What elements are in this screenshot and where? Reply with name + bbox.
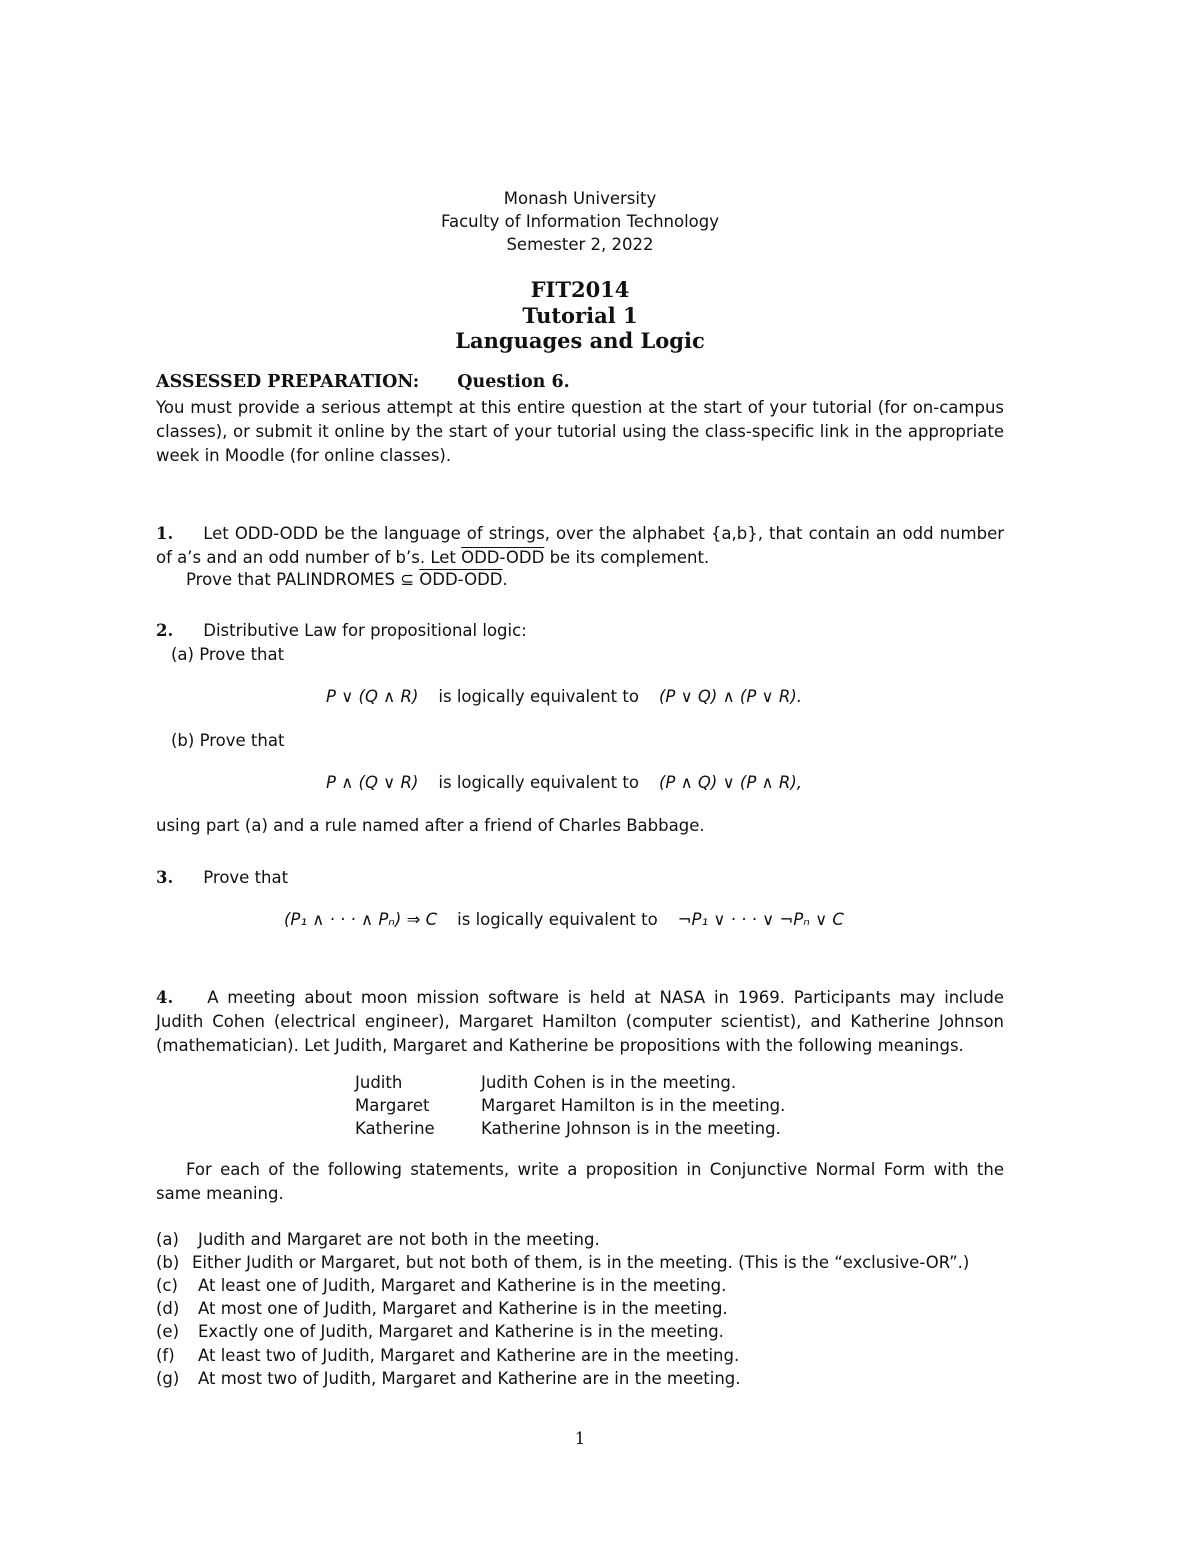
prep-label: ASSESSED PREPARATION: — [156, 372, 420, 392]
complement-odd-odd: ODD-ODD — [461, 548, 545, 567]
proposition-name: Katherine — [355, 1119, 435, 1138]
page-number: 1 — [574, 1429, 586, 1448]
question-1-number: 1. — [156, 524, 174, 543]
complement-odd-odd-prove: ODD-ODD — [419, 570, 503, 589]
question-4-instruction: For each of the following statements, write a proposition in Conjunctive Normal Form with the same meaning. — [156, 1160, 1004, 1203]
question-2a-formula — [326, 687, 802, 706]
question-1-prove: Prove that PALINDROMES ⊆ ODD-ODD. — [186, 570, 508, 589]
question-3-number: 3. — [156, 868, 174, 887]
semester: Semester 2, 2022 — [506, 235, 654, 254]
tutorial-title: Tutorial 1 — [522, 303, 638, 328]
university-name: Monash University — [503, 189, 657, 208]
list-item: (b) Either Judith or Margaret, but not both of them, is in the meeting. (This is the “exclusive-OR”.) — [156, 1253, 970, 1272]
question-1 — [156, 522, 1004, 570]
formula-3-lhs: (P₁ ∧ · · · ∧ Pₙ) ⇒ C — [284, 910, 438, 929]
proposition-table — [355, 1073, 785, 1142]
proposition-name: Margaret — [355, 1096, 430, 1115]
prep-heading — [156, 372, 570, 392]
formula-2a-rhs: (P ∨ Q) ∧ (P ∨ R). — [658, 687, 803, 706]
question-3-formula — [284, 910, 844, 929]
question-2b-label: (b) Prove that — [171, 731, 285, 750]
formula-3-rhs: ¬P₁ ∨ · · · ∨ ¬Pₙ ∨ C — [677, 910, 844, 929]
question-4-text: A meeting about moon mission software is held at NASA in 1969. Participants may include Judith Cohen (electrical engineer), Margaret Hamilton (computer scientist), and Katherine Johnson (mathematician). Let Judith, Margaret and Katherine be propositions with the following meanings. — [156, 988, 1004, 1055]
formula-2b-lhs: P ∧ (Q ∨ R) — [326, 773, 419, 792]
formula-2a-lhs: P ∨ (Q ∧ R) — [326, 687, 419, 706]
list-item: (e) Exactly one of Judith, Margaret and Katherine is in the meeting. — [156, 1322, 724, 1341]
question-2-intro-line — [156, 621, 527, 640]
table-row — [355, 1096, 785, 1119]
question-4-number: 4. — [156, 988, 174, 1007]
unit-code: FIT2014 — [530, 277, 630, 302]
question-3-intro-line — [156, 868, 288, 887]
question-2-intro: Distributive Law for propositional logic: — [203, 621, 527, 640]
question-2-number: 2. — [156, 621, 174, 640]
list-item: (d) At most one of Judith, Margaret and Katherine is in the meeting. — [156, 1299, 728, 1318]
proposition-meaning: Judith Cohen is in the meeting. — [481, 1073, 737, 1092]
prep-text: You must provide a serious attempt at this entire question at the start of your tutorial (for on-campus classes), or submit it online by the start of your tutorial using the class-specific link in the appropriate week in Moodle (for online classes). — [156, 398, 1004, 465]
list-item: (c) At least one of Judith, Margaret and Katherine is in the meeting. — [156, 1276, 727, 1295]
equiv-text: is logically equivalent to — [438, 773, 639, 792]
equiv-text: is logically equivalent to — [438, 687, 639, 706]
question-2b-formula — [326, 773, 802, 792]
topic-title: Languages and Logic — [455, 328, 705, 353]
equiv-text: is logically equivalent to — [457, 910, 658, 929]
document-page — [156, 0, 1004, 1553]
question-1-text-b: be its complement. — [544, 548, 710, 567]
question-2a-label: (a) Prove that — [171, 645, 285, 664]
question-4 — [156, 986, 1004, 1058]
question-3-intro: Prove that — [203, 868, 289, 887]
proposition-meaning: Margaret Hamilton is in the meeting. — [481, 1096, 786, 1115]
faculty-name: Faculty of Information Technology — [440, 212, 719, 231]
list-item: (a) Judith and Margaret are not both in the meeting. — [156, 1230, 600, 1249]
question-1-text-a: Let ODD-ODD be the language of strings, over the alphabet {a,b}, that contain an odd number of a’s and an odd number of b’s. Let — [156, 524, 1004, 567]
proposition-meaning: Katherine Johnson is in the meeting. — [481, 1119, 781, 1138]
table-row — [355, 1073, 785, 1096]
list-item: (f) At least two of Judith, Margaret and Katherine are in the meeting. — [156, 1346, 740, 1365]
formula-2b-rhs: (P ∧ Q) ∨ (P ∧ R), — [658, 773, 803, 792]
proposition-name: Judith — [355, 1073, 403, 1092]
list-item: (g) At most two of Judith, Margaret and Katherine are in the meeting. — [156, 1369, 741, 1388]
question-2-after: using part (a) and a rule named after a friend of Charles Babbage. — [156, 816, 705, 835]
prep-question: Question 6. — [457, 372, 570, 392]
table-row — [355, 1119, 785, 1142]
